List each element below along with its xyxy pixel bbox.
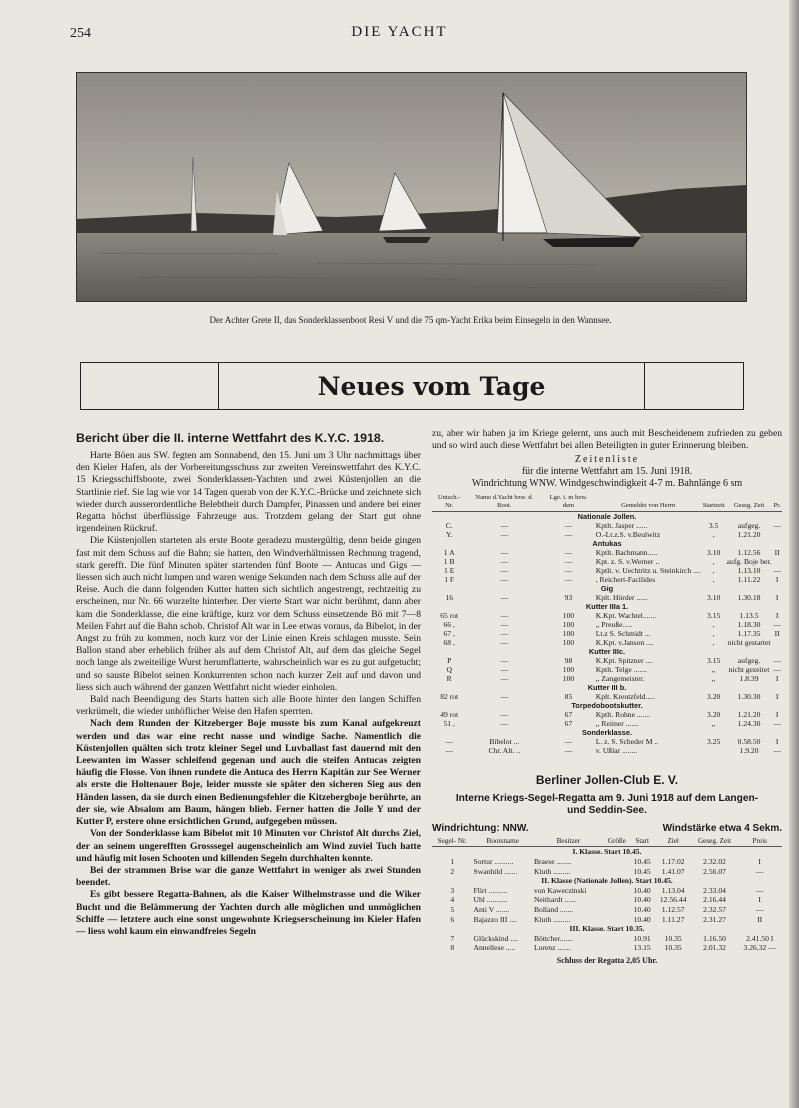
article-paragraph: Bei der strammen Brise war die ganze Wettfahrt in weniger als zwei Stunden beendet. — [76, 864, 421, 889]
table-cell: — — [500, 719, 509, 729]
table-cell: 1.11.22 — [737, 575, 761, 585]
table-cell: 10.35 — [664, 943, 682, 953]
table-header-cell: Segel- Nr. — [432, 836, 473, 847]
table-cell: — — [500, 674, 509, 684]
table-cell: I — [758, 895, 761, 905]
table-cell: L. z. S. Scheder M .. — [595, 737, 659, 747]
table-cell: 13.15 — [633, 943, 651, 953]
table-cell: Lorenz ....... — [533, 943, 571, 953]
table-cell: 2.41.50 I — [746, 933, 774, 943]
table-cell: O.-Lt.z.S. v.Beulwitz — [595, 530, 661, 540]
table-cell: 1.21.20 — [737, 710, 761, 720]
table-group-label: Gig — [600, 584, 614, 594]
table-header-cell: Größe — [604, 836, 630, 847]
table-cell: Uhl ........... — [473, 895, 508, 905]
table-cell: — — [500, 521, 509, 531]
table-cell: — — [500, 692, 509, 702]
table-cell: 8 — [450, 943, 455, 953]
table-header-cell: Preis — [737, 836, 782, 847]
table-row — [432, 521, 782, 530]
table-cell: , Reichert-Facilides — [595, 575, 656, 585]
table-cell: , — [712, 638, 715, 648]
table-cell: I — [775, 710, 779, 720]
bjc-subtitle-line1: Interne Kriegs-Segel-Regatta am 9. Juni 1918 auf dem Langen- — [455, 793, 759, 805]
table-cell: — — [773, 620, 781, 630]
article-title: Bericht über die II. interne Wettfahrt des K.Y.C. 1918. — [76, 431, 385, 445]
article-paragraph: Die Küstenjollen starteten als erste Boote geradezu mustergültig, denn beide gingen fast mit dem Schuss auf die Bahn; sie hatten, den Windverhältnissen Rechnung tragend, stark gerefft. Die fünf Minuten später startenden fünf Boote — Antucas und Gigs — liessen sich auch nicht lumpen und waren wenige Sekunden nach dem Schuss alle auf der Reise. Auch die dann folgenden Kutter hatten sich sichtlich angestrengt, rechtzeitig zu erscheinen, nur Nr. 66 wurzelte hinterher. Der vierte Start war nicht berühmt, dann aber kam die Sonderklasse, die eine kräftige, kurz vor dem Schuss einsetzende Bö mit 7—8 Meilen Fahrt auf die Bahn schob. Christof Alt war in Lee etwas voraus, da Bibelot, in der Angst zu früh zu kommen, noch kurz vor der Linie einen Kreis schlagen musste. Sein Ballon stand aber erheblich früher als auf dem Christof Alt, auf dem das gleiche Segel noch lange als zweiteilige Wurst herumflatterte, wahrscheinlich war es zu gut aufgetucht; und so sauste Bibelot seinen Konkurrenten schon nach kurzer Zeit auf und davon und liess sich auch während der ganzen Wettfahrt nicht wieder einholen. — [76, 535, 421, 693]
table-cell — [772, 638, 782, 647]
sailing-photo — [76, 72, 747, 302]
kyc-results-table — [432, 493, 782, 755]
table-cell: 1.17.02 — [661, 857, 685, 866]
table-cell — [702, 746, 726, 755]
table-cell: 1.13.04 — [661, 885, 685, 895]
table-header-cell: Lge. i. m bzw. dem — [542, 493, 595, 512]
table-cell: 10.91 — [633, 933, 651, 943]
table-group-row — [432, 683, 782, 692]
table-cell: 2.31.27 — [703, 914, 726, 924]
table-group-label: Kutter III b. — [587, 683, 627, 693]
table-cell: 1 A — [443, 548, 455, 558]
table-header-cell: Geseg. Zeit — [692, 836, 738, 847]
table-cell: , — [712, 620, 715, 630]
section-banner-title: Neues vom Tage — [218, 363, 645, 409]
table-header-cell: Geseg. Zeit — [726, 493, 773, 512]
table-cell: 51 , — [443, 719, 455, 729]
table-cell — [604, 915, 630, 925]
table-cell: — — [500, 665, 509, 675]
table-cell: — — [564, 548, 573, 558]
table-row — [432, 710, 782, 719]
table-cell: K.Kpt. Spitzner .... — [595, 656, 654, 666]
table-cell: — — [500, 611, 509, 621]
bjc-wind-direction: Windrichtung: NNW. — [432, 823, 529, 835]
table-cell: C. — [445, 521, 453, 531]
table-row — [432, 665, 782, 674]
results-list-conditions: Windrichtung WNW. Windgeschwindigkeit 4-7 m. Bahnlänge 6 sm — [471, 478, 743, 490]
table-cell: 3.15 — [707, 656, 721, 666]
table-header-cell: Name d.Yacht bzw. d. Boot. — [466, 493, 542, 512]
table-cell — [604, 857, 630, 867]
table-cell: 100 — [562, 638, 575, 648]
table-row — [432, 719, 782, 728]
table-cell: ,, — [711, 674, 716, 684]
table-cell: II — [774, 629, 780, 639]
table-row — [432, 886, 782, 896]
bjc-results-table — [432, 836, 782, 953]
table-cell: — — [500, 575, 509, 585]
table-cell: — — [500, 656, 509, 666]
table-cell: 10.40 — [633, 904, 651, 914]
table-cell: 10.45 — [633, 857, 651, 866]
table-cell: K.Kpt. Wachtel....... — [595, 611, 657, 621]
table-group-label: Kutter IIIc. — [588, 647, 626, 657]
table-cell: 3.10 — [707, 548, 721, 558]
table-cell: K.Kpt. v.Janson .... — [595, 638, 654, 648]
article-paragraph: Nach dem Runden der Kitzeberger Boje musste bis zum Kanal aufgekreuzt werden und das war eine recht nasse und windige Sache. Namentlich die Küstenjollen quälten sich trotz kleiner Segel und Luvballast fast dauernd mit den Leewanten im Wasser schleifend gegenan und auch die steifen Antucas zeigten häufig die Flosse. Von ihnen rundete die Antuca des Herrn Kapitän zur See Werner als erste die Holtenauer Boje, leider musste sie später den sicheren Sieg aus den Händen lassen, da sie durch einen Bedienungsfehler die Kitzebergboje berührte, an der sie, wie Absalom am Baum, hängen blieb. Ferner hatten die Jolle Y und der Kutter P, erstere ohne ersichtlichen Grund, aufgegeben müssen. — [76, 718, 421, 828]
table-cell: 3.25 — [707, 737, 721, 747]
table-row — [432, 915, 782, 925]
table-cell: 100 — [562, 674, 575, 684]
table-cell: — — [773, 746, 781, 756]
table-cell: 67 — [564, 710, 573, 720]
table-cell: 2.56.07 — [703, 866, 726, 876]
table-cell: 1.30.30 — [737, 692, 761, 702]
table-cell: von Kaweczinski — [533, 885, 587, 895]
table-cell: — — [755, 866, 764, 876]
table-cell: — — [500, 620, 509, 630]
table-row — [432, 566, 782, 575]
table-cell: Kpt. z. S. v.Werner .. — [595, 557, 660, 567]
table-cell: ,, Reimer ....... — [595, 719, 639, 729]
table-cell: — — [773, 521, 781, 531]
bjc-final-note: Schluss der Regatta 2,05 Uhr. — [556, 955, 658, 965]
table-cell: Kluth ......... — [533, 914, 571, 924]
table-group-row — [432, 512, 782, 522]
table-cell — [772, 530, 782, 539]
table-cell: 93 — [564, 593, 573, 603]
table-cell: Böttcher....... — [533, 933, 573, 943]
table-group-row — [432, 701, 782, 710]
table-header-cell: Pr. — [772, 493, 782, 512]
table-cell: Lt.z S. Schmidt ... — [595, 629, 651, 639]
table-row — [432, 867, 782, 877]
table-cell: Chr. Alt. .. — [488, 746, 521, 756]
table-cell: Anti V ....... — [473, 904, 510, 914]
table-cell: 10.35 — [664, 933, 682, 943]
table-cell: I — [775, 593, 779, 603]
table-cell: 10.40 — [633, 895, 651, 905]
table-cell: Q — [446, 665, 452, 675]
table-cell: — — [755, 885, 764, 895]
table-cell: 1.21.20 — [737, 530, 761, 540]
table-cell: 100 — [562, 620, 575, 630]
table-cell: Kptlt. Telge ....... — [595, 665, 647, 675]
bjc-subtitle-line2: und Seddin-See. — [567, 805, 647, 817]
table-group-label: Torpedobootskutter. — [571, 701, 643, 711]
table-group-label: Kutter IIIa 1. — [585, 602, 629, 612]
table-cell: 1.12.57 — [661, 904, 685, 914]
table-cell: nicht gezeitet — [728, 665, 770, 675]
table-cell: I — [775, 611, 779, 621]
table-cell: — — [773, 656, 781, 666]
article-paragraph: Es gibt bessere Regatta-Bahnen, als die Kaiser Wilhelmstrasse und die Wiker Bucht und die Belämmerung der Yachten durch alle möglichen und unmöglichen Schiffe — letztere auch eine sonst ungewohnte Kriegserscheinung im Kieler Hafen — liess wohl kaum ein einwandfreies Segeln — [76, 889, 421, 937]
table-cell: 2.32.57 — [703, 904, 726, 914]
table-cell: 100 — [562, 665, 575, 675]
table-cell: 1.12.56 — [737, 548, 761, 558]
table-row — [432, 746, 782, 755]
table-cell: 68 , — [443, 638, 455, 648]
table-cell: — — [500, 593, 509, 603]
table-cell: aufg. Boje ber. — [726, 557, 772, 567]
table-group-row — [432, 924, 782, 934]
table-cell: 3 — [450, 885, 455, 895]
table-cell: Bibelot ... — [489, 737, 520, 747]
table-cell: 10.40 — [633, 885, 651, 895]
table-row — [432, 530, 782, 539]
table-cell: 1 F — [444, 575, 455, 585]
table-cell: 7 — [450, 933, 455, 943]
table-row — [432, 943, 782, 953]
table-cell: 5 — [450, 904, 455, 914]
table-cell: Y. — [445, 530, 453, 540]
table-cell: 1.9.20 — [739, 746, 759, 756]
table-group-label: Sonderklasse. — [581, 728, 633, 738]
table-group-label: II. Klasse (Nationale Jollen). Start 10.45. — [541, 876, 673, 886]
table-cell — [604, 886, 630, 896]
table-row — [432, 905, 782, 915]
table-cell: Swanhild ....... — [473, 866, 518, 876]
table-row — [432, 895, 782, 905]
table-cell: , — [712, 575, 715, 585]
table-group-label: I. Klasse. Start 10.45. — [572, 847, 642, 857]
table-cell: 3.15 — [707, 611, 721, 621]
table-cell: — — [500, 629, 509, 639]
table-row — [432, 611, 782, 620]
table-cell: — — [445, 737, 453, 747]
table-cell: 2.16.44 — [703, 895, 726, 905]
table-cell: Bajazzo III .... — [473, 914, 517, 924]
table-header-cell: Startzeit — [702, 493, 726, 512]
table-group-row — [432, 584, 782, 593]
table-cell: I — [758, 857, 761, 866]
table-row — [432, 674, 782, 683]
table-cell: — — [564, 566, 573, 576]
table-cell: Annellese ..... — [473, 943, 516, 953]
table-row — [432, 557, 782, 566]
table-cell: , — [712, 530, 715, 540]
table-cell: 3.5 — [708, 521, 719, 531]
table-header-cell: Untsch.- Nr. — [432, 493, 466, 512]
table-cell — [604, 905, 630, 915]
table-cell: , — [712, 557, 715, 567]
table-group-row — [432, 876, 782, 886]
table-cell: 10.45 — [633, 866, 651, 876]
table-cell: Kptlt. Bachmann..... — [595, 548, 658, 558]
right-column — [432, 428, 782, 965]
table-cell: 2.33.04 — [703, 885, 726, 895]
article-paragraph: Von der Sonderklasse kam Bibelot mit 10 Minuten vor Christof Alt durchs Ziel, der an seinem ungerefften Grosssegel augenscheinlich am Wind zuviel Tuch hatte und häufig mit losen Schooten und killenden Segeln durchhalten konnte. — [76, 828, 421, 864]
table-group-label: Nationale Jollen. — [577, 512, 637, 522]
table-cell: 85 — [564, 692, 573, 702]
table-cell: Kptlt. v. Uechtritz u. Steinkirch .... — [595, 566, 701, 576]
table-cell: Kplt. Hörder ...... — [595, 593, 648, 603]
results-list-subtitle: für die interne Wettfahrt am 15. Juni 1918. — [521, 466, 693, 478]
sailing-photo-illustration — [77, 73, 746, 301]
results-list-title: Zeitenliste — [574, 454, 640, 466]
table-row — [432, 575, 782, 584]
photo-caption: Der Achter Grete II, das Sonderklassenboot Resi V und die 75 qm-Yacht Erika beim Einsegeln in den Wannsee. — [209, 315, 612, 325]
table-cell: — — [773, 719, 781, 729]
table-group-row — [432, 539, 782, 548]
table-cell: 98 — [564, 656, 573, 666]
table-cell: 0.58.50 — [737, 737, 761, 747]
table-cell: 1.41.07 — [661, 866, 685, 876]
bjc-wind-strength: Windstärke etwa 4 Sekm. — [662, 823, 782, 835]
article-paragraph: Bald nach Beendigung des Starts hatten sich alle Boote hinter den langen Schiffen verkrümelt, die wieder unhöflicher Weise den Hafen sperrten. — [76, 694, 421, 718]
table-group-row — [432, 728, 782, 737]
table-header-cell: Ziel — [655, 836, 692, 847]
table-cell: II — [774, 548, 780, 558]
table-cell: Sortur .......... — [473, 857, 514, 866]
article-continuation: zu, aber wir haben ja im Kriege gelernt, uns auch mit Bescheidenem zufrieden zu geben und so wird auch diese Wettfahrt bei allen Beteiligten in guter Erinnerung bleiben. — [432, 428, 782, 452]
table-cell: I — [775, 674, 779, 684]
table-cell: 1.16.50 — [703, 933, 726, 943]
page-edge-shadow — [789, 0, 799, 1108]
bjc-wind-row — [432, 823, 782, 834]
table-cell: Braese ........ — [533, 857, 572, 866]
table-cell: I — [775, 575, 779, 585]
table-cell: ,, — [711, 665, 716, 675]
table-cell: — — [500, 566, 509, 576]
table-cell: 2.01.32 — [703, 943, 726, 953]
table-cell: 66 , — [443, 620, 455, 630]
table-cell: 2 — [450, 866, 455, 876]
table-cell: aufgeg. — [737, 656, 761, 666]
table-cell: nicht gestartet — [727, 638, 771, 648]
section-banner — [80, 362, 744, 410]
table-row — [432, 638, 782, 647]
table-cell: ,, Zangemeister. — [595, 674, 645, 684]
table-cell: 100 — [562, 629, 575, 639]
table-cell: 2.32.02 — [703, 857, 726, 866]
table-cell: 1.13.5 — [739, 611, 759, 621]
table-cell: aufgeg. — [737, 521, 761, 531]
table-cell: , — [712, 566, 715, 576]
table-cell: — — [500, 710, 509, 720]
table-cell: 10.40 — [633, 914, 651, 924]
table-cell: Kluth ......... — [533, 866, 571, 876]
table-header-cell: Start — [630, 836, 655, 847]
table-cell: — — [445, 746, 453, 756]
table-cell: 1 E — [444, 566, 455, 576]
table-cell: 3.26.32 — — [743, 943, 776, 953]
table-cell: Kplt. Kreutzfeld..... — [595, 692, 655, 702]
table-cell: — — [564, 575, 573, 585]
table-cell: 1.18.30 — [737, 620, 761, 630]
table-cell: 67 — [564, 719, 573, 729]
table-header-cell: Besitzer — [533, 836, 604, 847]
table-cell: — — [773, 566, 781, 576]
table-cell: 1.13.10 — [737, 566, 761, 576]
table-cell — [604, 895, 630, 905]
table-group-row — [432, 847, 782, 857]
table-row — [432, 656, 782, 665]
table-cell: — — [564, 737, 573, 747]
table-cell: 12.56.44 — [659, 895, 687, 905]
table-cell: 6 — [450, 914, 455, 924]
table-cell: Neithardt ...... — [533, 895, 576, 905]
table-cell: 100 — [562, 611, 575, 621]
table-cell: ,, — [711, 719, 716, 729]
table-cell — [772, 557, 782, 566]
running-head: DIE YACHT — [351, 24, 448, 40]
table-row — [432, 737, 782, 746]
table-row — [432, 629, 782, 638]
table-cell: 4 — [450, 895, 455, 905]
table-cell: — — [500, 557, 509, 567]
table-cell: R — [446, 674, 452, 684]
table-cell: — — [755, 904, 764, 914]
table-cell: — — [773, 665, 781, 675]
table-header-cell: Bootsname — [473, 836, 533, 847]
table-group-row — [432, 647, 782, 656]
table-row — [432, 548, 782, 557]
table-cell: Kptlt. Rohne ....... — [595, 710, 651, 720]
table-cell: — — [564, 530, 573, 540]
table-cell: II — [757, 914, 763, 924]
table-cell — [604, 867, 630, 877]
table-cell: — — [564, 746, 573, 756]
table-cell: 3.10 — [707, 593, 721, 603]
table-group-label: Antukas — [592, 539, 622, 549]
table-cell: 1.24.30 — [737, 719, 761, 729]
table-cell: Kptlt. Jasper ...... — [595, 521, 648, 531]
table-cell: — — [500, 530, 509, 540]
page-number: 254 — [70, 26, 91, 41]
table-cell: P — [447, 656, 452, 666]
table-cell: Flirt .......... — [473, 885, 508, 895]
article-column — [76, 428, 421, 938]
table-cell: ,, Preuße..... — [595, 620, 632, 630]
table-row — [432, 934, 782, 944]
table-row — [432, 857, 782, 867]
table-cell: v. Ußlar ........ — [595, 746, 638, 756]
article-paragraph: Harte Böen aus SW. fegten am Sonnabend, den 15. Juni um 3 Uhr nachmittags über den Kieler Hafen, als der Vorbereitungsschuss zur zweiten Vereinswettfahrt des K.Y.C. 15 Kriegsschiffsboote, zwei Sonderklassen-Yachten und zwei Küstenjollen an die Startlinie rief. Sie lag wie vor 14 Tagen querab von der K.Y.C.-Brücke und zeichnete sich wieder durch ausserordentliche Belebtheit durch Dampfer, Pinassen und andere bei einer Regatta höchst überflüssige Fahrzeuge aus. Trotzdem gelang der Start gut ohne irgendeinen Rückruf. — [76, 450, 421, 535]
table-cell: 65 rot — [440, 611, 459, 621]
table-header-cell: Gemeldet von Herrn — [595, 493, 702, 512]
table-cell: 1.8.39 — [739, 674, 759, 684]
table-cell: 3.20 — [707, 692, 721, 702]
table-cell: 1.17.35 — [737, 629, 761, 639]
table-cell: — — [500, 638, 509, 648]
table-cell: 82 rot — [440, 692, 459, 702]
bjc-title: Berliner Jollen-Club E. V. — [535, 773, 679, 788]
table-cell: 49 rot — [440, 710, 459, 720]
table-cell: I — [775, 737, 779, 747]
table-cell: Glückskind .... — [473, 933, 519, 943]
table-cell: , — [712, 629, 715, 639]
table-cell: — — [564, 521, 573, 531]
table-cell — [604, 934, 630, 944]
table-group-label: III. Klasse. Start 10.35. — [569, 924, 645, 934]
table-row — [432, 620, 782, 629]
table-cell: 1.30.18 — [737, 593, 761, 603]
table-row — [432, 692, 782, 701]
table-cell: 3.20 — [707, 710, 721, 720]
table-cell: — — [500, 548, 509, 558]
table-cell: 16 — [445, 593, 453, 603]
table-cell: 1 B — [443, 557, 455, 567]
table-group-row — [432, 602, 782, 611]
table-cell: I — [775, 692, 779, 702]
table-cell: 67 , — [443, 629, 455, 639]
table-row — [432, 593, 782, 602]
table-cell: Bolland ....... — [533, 904, 574, 914]
table-cell: — — [564, 557, 573, 567]
table-cell — [604, 943, 630, 953]
table-cell: 1 — [450, 857, 455, 866]
table-cell: 1.11.27 — [661, 914, 685, 924]
